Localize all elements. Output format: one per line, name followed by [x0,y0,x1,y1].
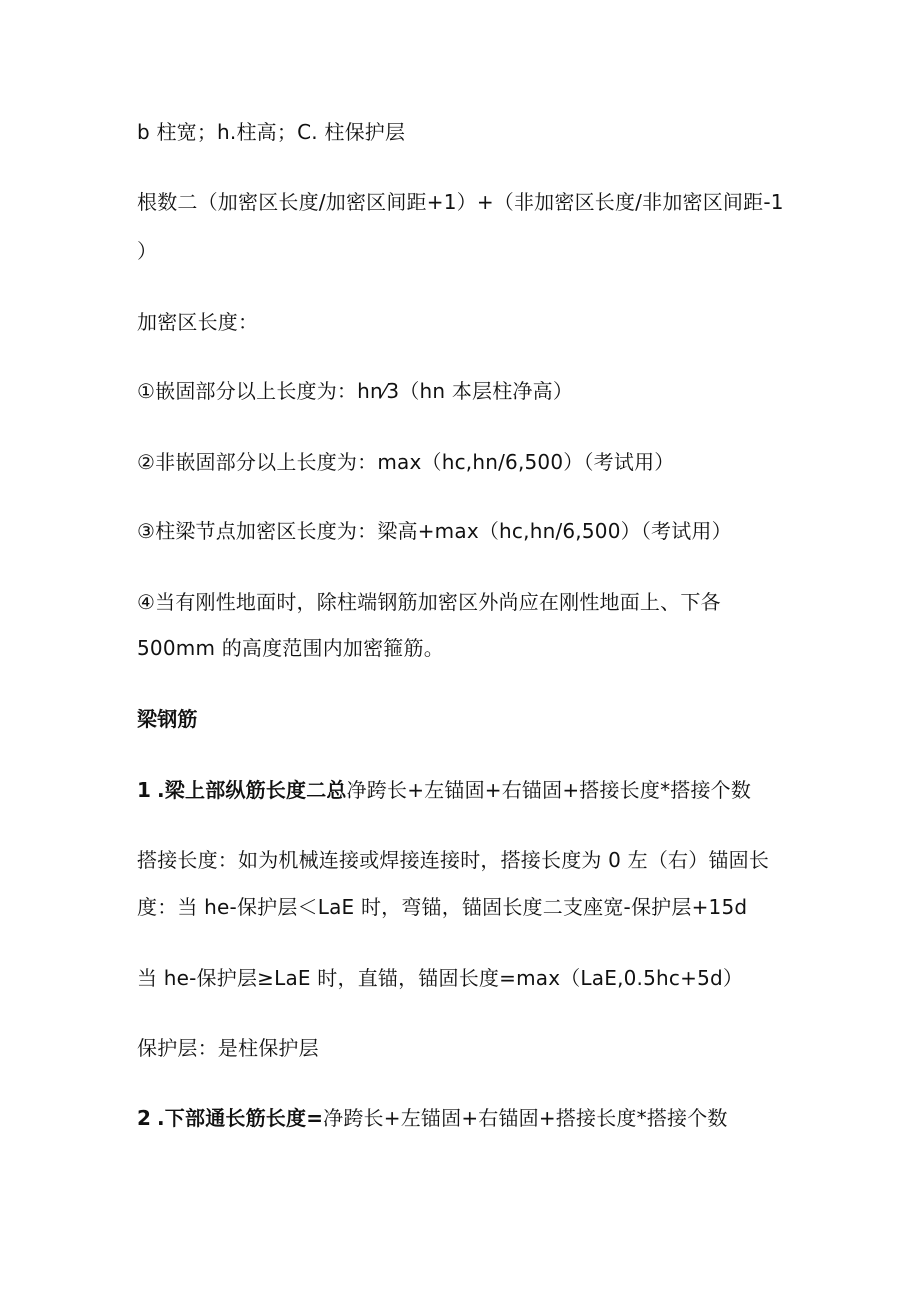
item-title: .下部通长筋长度= [157,1106,324,1130]
list-item-4-cont: 500mm 的高度范围内加密箍筋。 [137,636,444,660]
paragraph-bottom-rebar-length [137,1104,728,1132]
list-item-1: ①嵌固部分以上长度为：hn⁄3（hn 本层柱净高） [137,379,574,403]
item-formula: 净跨长+左锚固+右锚固+搭接长度*搭接个数 [323,1106,728,1130]
paragraph-top-rebar-length [137,776,751,804]
item-formula: 净跨长+左锚固+右锚固+搭接长度*搭接个数 [346,778,752,802]
list-item-3: ③柱梁节点加密区长度为：梁高+max（hc,hn/6,500）（考试用） [137,519,732,543]
item-title: .梁上部纵筋长度二总 [157,778,347,802]
paragraph-dense-zone-heading: 加密区长度： [137,310,259,334]
section-heading-beam-rebar: 梁钢筋 [137,707,198,731]
paragraph-stirrup-count-formula-cont: ） [137,239,158,263]
item-number: 2 [137,1106,152,1130]
paragraph-column-definitions: b 柱宽；h.柱高；C. 柱保护层 [137,120,406,144]
list-item-2: ②非嵌固部分以上长度为：max（hc,hn/6,500）（考试用） [137,450,675,474]
list-item-4: ④当有刚性地面时，除柱端钢筋加密区外尚应在刚性地面上、下各 [137,590,721,614]
paragraph-lap-length: 搭接长度：如为机械连接或焊接连接时，搭接长度为 0 左（右）锚固长 [137,848,770,872]
item-number: 1 [137,778,152,802]
paragraph-stirrup-count-formula: 根数二（加密区长度/加密区间距+1）+（非加密区长度/非加密区间距-1 [137,190,784,214]
paragraph-cover: 保护层：是柱保护层 [137,1036,319,1060]
paragraph-anchorage-straight: 当 he-保护层≥LaE 时，直锚，锚固长度=max（LaE,0.5hc+5d） [137,966,744,990]
paragraph-anchorage-bent: 度：当 he-保护层＜LaE 时，弯锚，锚固长度二支座宽-保护层+15d [137,895,748,919]
